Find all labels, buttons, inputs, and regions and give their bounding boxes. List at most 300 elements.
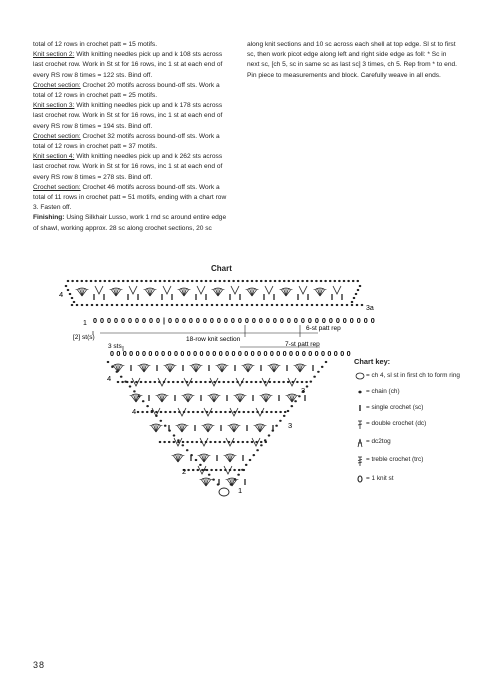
chain-stitch xyxy=(321,304,324,306)
chain-stitch xyxy=(284,411,287,413)
key-item-text: = double crochet (dc) xyxy=(366,420,427,427)
chain-stitch xyxy=(204,381,207,383)
chain-stitch xyxy=(351,304,354,306)
chain-stitch xyxy=(359,285,362,287)
chain-stitch xyxy=(136,304,139,306)
chain-stitch xyxy=(187,411,190,413)
section-heading: Knit section 2: xyxy=(33,51,75,59)
chain-stitch xyxy=(186,449,189,451)
chain-stitch xyxy=(107,361,110,363)
chain-stitch xyxy=(223,381,226,383)
dc2tog-stitch xyxy=(299,286,307,294)
chain-stitch xyxy=(313,376,316,378)
row-label: 1 xyxy=(83,320,87,327)
chain-stitch xyxy=(247,411,250,413)
paragraph-text: With knitting needles pick up and k 262 sts across last crochet row. Work in St st for 16 rows, inc 1 st at each end of every RS row 8 times = 278 sts. Bind off. xyxy=(33,153,223,181)
chain-stitch xyxy=(151,304,154,306)
chain-stitch xyxy=(195,381,198,383)
foundation-ring xyxy=(219,488,229,496)
chain-stitch xyxy=(164,425,167,427)
chain-stitch xyxy=(338,280,341,282)
chain-stitch xyxy=(133,390,136,392)
chain-stitch xyxy=(316,304,319,306)
chain-stitch xyxy=(301,304,304,306)
paragraph-text: With knitting needles pick up and k 178 sts across last crochet row. Work in St st for 16 rows, inc 1 st at each end of every RS row 8 times = 194 sts. Bind off. xyxy=(33,102,223,130)
chart-title: Chart xyxy=(211,264,232,273)
chain-stitch xyxy=(245,464,248,466)
chain-stitch xyxy=(357,289,360,291)
chain-stitch xyxy=(106,304,109,306)
chain-stitch xyxy=(325,361,328,363)
chain-stitch xyxy=(283,415,286,417)
chain-stitch xyxy=(187,469,190,471)
chart-key-title: Chart key: xyxy=(354,357,391,366)
chain-stitch xyxy=(113,280,116,282)
chain-stitch xyxy=(121,381,124,383)
chain-stitch xyxy=(226,304,229,306)
chain-stitch xyxy=(227,381,230,383)
chain-stitch xyxy=(256,304,259,306)
chain-stitch xyxy=(127,280,130,282)
chain-stitch xyxy=(201,304,204,306)
row-label: 3a xyxy=(366,305,374,312)
chain-stitch xyxy=(275,425,278,427)
chain-stitch xyxy=(116,371,119,373)
paragraph-text: Crochet 32 motifs across bound-off sts. Work a total of 12 rows in crochet patt = 37 motifs. xyxy=(33,132,220,151)
chain-stitch xyxy=(291,405,294,407)
chain-stitch xyxy=(268,434,271,436)
dc2tog-stitch xyxy=(333,286,341,294)
chain-stitch xyxy=(186,280,189,282)
chain-stitch xyxy=(131,381,134,383)
chain-stitch xyxy=(292,280,295,282)
key-item-ring xyxy=(354,372,474,383)
key-item-text: = treble crochet (trc) xyxy=(366,456,424,463)
chain-stitch xyxy=(161,304,164,306)
chain-stitch xyxy=(204,469,207,471)
row-label: 4 xyxy=(107,374,112,383)
chain-stitch xyxy=(266,304,269,306)
paragraph-text: Crochet 20 motifs across bound-off sts. Work a total of 12 rows in crochet patt = 25 motifs. xyxy=(33,81,220,100)
chain-stitch xyxy=(270,411,273,413)
chain-stitch xyxy=(76,280,79,282)
chain-stitch xyxy=(96,304,99,306)
chain-stitch xyxy=(137,411,140,413)
chain-stitch xyxy=(241,469,244,471)
chain-stitch xyxy=(223,280,226,282)
chain-stitch xyxy=(219,441,222,443)
chain-stitch xyxy=(246,280,249,282)
patt-rep-label: 6-st patt rep xyxy=(306,325,341,332)
chain-stitch xyxy=(260,444,263,446)
chain-stitch xyxy=(195,459,198,461)
chain-stitch xyxy=(120,376,123,378)
chain-stitch xyxy=(174,411,177,413)
chain-stitch xyxy=(218,381,221,383)
chain-stitch xyxy=(329,280,332,282)
chain-stitch xyxy=(238,469,241,471)
chain-stitch xyxy=(236,304,239,306)
chain-stitch xyxy=(192,469,195,471)
chain-stitch xyxy=(232,381,235,383)
chain-stitch xyxy=(260,280,263,282)
chain-stitch xyxy=(315,280,318,282)
section-heading: Crochet section: xyxy=(33,81,81,89)
chain-stitch xyxy=(164,411,167,413)
chain-stitch xyxy=(104,280,107,282)
chain-stitch xyxy=(168,441,171,443)
chain-stitch xyxy=(121,304,124,306)
chain-stitch xyxy=(231,304,234,306)
chain-stitch xyxy=(167,381,170,383)
chain-stitch xyxy=(215,469,218,471)
chain-stitch xyxy=(287,410,290,412)
paragraph-text: total of 12 rows in crochet patt = 15 motifs. xyxy=(33,41,158,48)
key-item-text: = ch 4, sl st in first ch to form ring xyxy=(366,372,460,379)
chain-stitch xyxy=(176,304,179,306)
chain-stitch xyxy=(151,410,154,412)
chain-stitch xyxy=(182,444,185,446)
stitch-count-label: [2] st(s) xyxy=(73,334,95,341)
chain-stitch xyxy=(138,395,141,397)
chain-stitch xyxy=(136,280,139,282)
chain-stitch xyxy=(220,411,223,413)
chain-stitch xyxy=(251,441,254,443)
chain-stitch xyxy=(272,430,275,432)
chain-stitch xyxy=(234,479,237,481)
key-item-sc xyxy=(354,404,474,415)
section-heading: Knit section 4: xyxy=(33,153,75,161)
chain-stitch xyxy=(156,304,159,306)
key-item-knit xyxy=(354,475,474,486)
chain-stitch xyxy=(173,280,176,282)
chain-stitch xyxy=(117,280,120,282)
chain-stitch xyxy=(355,293,358,295)
chain-stitch xyxy=(275,411,278,413)
key-item-text: = dc2tog xyxy=(366,438,391,445)
chain-stitch xyxy=(214,280,217,282)
chain-stitch xyxy=(324,280,327,282)
chain-stitch xyxy=(177,280,180,282)
chain-stitch xyxy=(246,304,249,306)
chain-stitch xyxy=(321,366,324,368)
chain-stitch xyxy=(196,280,199,282)
chain-stitch xyxy=(331,304,334,306)
chain-stitch xyxy=(237,474,240,476)
chain-stitch xyxy=(182,280,185,282)
chain-stitch xyxy=(159,280,162,282)
row-label: 3 xyxy=(288,421,293,430)
chain-stitch xyxy=(317,371,320,373)
chain-stitch xyxy=(86,304,89,306)
row-label: 4 xyxy=(59,290,64,299)
key-item-dc2tog xyxy=(354,438,474,451)
chain-stitch xyxy=(296,381,299,383)
row-label: 1 xyxy=(238,486,243,495)
chain-stitch xyxy=(108,280,111,282)
chain-stitch xyxy=(255,280,258,282)
single-crochet-icon xyxy=(354,404,366,415)
section-heading: Crochet section: xyxy=(33,183,81,191)
chain-stitch xyxy=(294,400,297,402)
chain-stitch xyxy=(191,304,194,306)
chain-stitch xyxy=(305,381,308,383)
chain-stitch xyxy=(256,449,259,451)
chain-stitch xyxy=(242,280,245,282)
key-item-text: = 1 knit st xyxy=(366,475,394,482)
chain-stitch xyxy=(278,381,281,383)
chain-stitch xyxy=(173,441,176,443)
chain-stitch xyxy=(241,304,244,306)
chain-stitch xyxy=(237,280,240,282)
chain-stitch xyxy=(301,381,304,383)
double-crochet-icon xyxy=(354,420,366,433)
chain-stitch xyxy=(201,411,204,413)
chain-stitch xyxy=(163,441,166,443)
chain-stitch xyxy=(169,411,172,413)
row-label: 2 xyxy=(182,467,187,476)
chain-stitch xyxy=(140,280,143,282)
chain-stitch xyxy=(273,381,276,383)
chain-stitch xyxy=(209,280,212,282)
chain-stitch xyxy=(310,381,313,383)
row-label: 4 xyxy=(132,407,137,416)
chain-stitch xyxy=(287,381,290,383)
chain-stitch xyxy=(356,304,359,306)
chain-stitch xyxy=(306,280,309,282)
chain-stitch xyxy=(205,280,208,282)
chain-stitch xyxy=(140,381,143,383)
chain-stitch xyxy=(90,280,93,282)
key-item-dc xyxy=(354,420,474,433)
chain-stitch xyxy=(200,381,203,383)
chain-stitch xyxy=(265,280,268,282)
chain-stitch xyxy=(101,304,104,306)
chain-stitch xyxy=(149,381,152,383)
stitch-count-label: 3 sts xyxy=(108,343,122,350)
knit-stitch-icon xyxy=(354,475,366,486)
chain-stitch xyxy=(71,304,74,306)
chain-stitch xyxy=(282,381,285,383)
chain-stitch xyxy=(343,280,346,282)
chain-stitch xyxy=(230,483,233,485)
key-item-chain xyxy=(354,388,474,399)
chain-stitch xyxy=(274,280,277,282)
chain-stitch xyxy=(288,280,291,282)
chain-stitch xyxy=(141,411,144,413)
chain-stitch xyxy=(163,280,166,282)
chain-stitch xyxy=(347,280,350,282)
chain-stitch xyxy=(233,469,236,471)
chain-stitch xyxy=(173,434,176,436)
chain-stitch xyxy=(209,441,212,443)
chain-stitch xyxy=(357,280,360,282)
chain-stitch xyxy=(208,474,211,476)
chain-stitch xyxy=(253,454,256,456)
chain-stitch xyxy=(186,441,189,443)
chain-stitch xyxy=(67,289,70,291)
chain-stitch xyxy=(160,411,163,413)
chain-stitch xyxy=(298,395,301,397)
chain-stitch xyxy=(94,280,97,282)
chain-stitch xyxy=(212,479,215,481)
chain-stitch xyxy=(116,304,119,306)
chain-stitch xyxy=(200,280,203,282)
chain-stitch xyxy=(228,280,231,282)
chain-stitch xyxy=(210,469,213,471)
chain-stitch xyxy=(146,411,149,413)
chain-stitch xyxy=(259,381,262,383)
chain-stitch xyxy=(73,301,76,303)
chain-stitch xyxy=(224,411,227,413)
chain-stitch xyxy=(291,304,294,306)
chain-stitch xyxy=(269,381,272,383)
chain-stitch xyxy=(217,483,220,485)
chain-stitch xyxy=(191,441,194,443)
chain-stitch xyxy=(246,441,249,443)
chain-stitch xyxy=(99,280,102,282)
chain-stitch xyxy=(238,411,241,413)
dc2tog-icon xyxy=(354,438,366,451)
chain-stitch xyxy=(352,280,355,282)
patt-rep-label: 7-st patt rep xyxy=(285,341,320,348)
chain-stitch xyxy=(281,304,284,306)
chain-icon xyxy=(354,388,366,399)
section-heading: Finishing: xyxy=(33,214,65,222)
key-item-text: = chain (ch) xyxy=(366,388,400,395)
chain-stitch xyxy=(146,304,149,306)
chain-stitch xyxy=(249,459,252,461)
chain-stitch xyxy=(159,441,162,443)
chain-stitch xyxy=(168,280,171,282)
knit-section-label: 18-row knit section xyxy=(186,336,241,343)
chain-stitch xyxy=(131,280,134,282)
chart-top-section xyxy=(65,280,364,306)
chain-stitch xyxy=(85,280,88,282)
paragraph-text: With knitting needles pick up and k 108 sts across last crochet row. Work in St st for 16 rows, inc 1 st at each end of every RS row 8 times = 122 sts. Bind off. xyxy=(33,51,223,79)
chain-stitch xyxy=(223,441,226,443)
chain-stitch xyxy=(311,304,314,306)
chain-stitch xyxy=(341,304,344,306)
chain-stitch xyxy=(252,411,255,413)
chain-stitch xyxy=(141,304,144,306)
chain-stitch xyxy=(111,366,114,368)
chain-stitch xyxy=(266,411,269,413)
key-item-text: = single crochet (sc) xyxy=(366,404,424,411)
page-number: 38 xyxy=(33,660,46,670)
chain-stitch xyxy=(237,441,240,443)
chain-stitch xyxy=(199,464,202,466)
chain-stitch xyxy=(126,304,129,306)
chain-stitch xyxy=(190,454,193,456)
chain-stitch xyxy=(301,280,304,282)
chain-stitch xyxy=(124,381,127,383)
chain-stitch xyxy=(146,405,149,407)
chain-stitch xyxy=(211,304,214,306)
chain-stitch xyxy=(246,381,249,383)
chain-stitch xyxy=(243,411,246,413)
chain-stitch xyxy=(154,280,157,282)
chain-stitch xyxy=(283,280,286,282)
chain-stitch xyxy=(251,280,254,282)
chain-stitch xyxy=(336,304,339,306)
chain-stitch xyxy=(131,304,134,306)
chain-stitch xyxy=(334,280,337,282)
chain-stitch xyxy=(67,280,70,282)
chain-stitch xyxy=(197,411,200,413)
chain-stitch xyxy=(81,304,84,306)
chain-stitch xyxy=(219,280,222,282)
section-heading: Knit section 3: xyxy=(33,102,75,110)
dc2tog-stitch xyxy=(95,286,103,294)
chain-stitch xyxy=(144,381,147,383)
chain-stitch xyxy=(76,304,79,306)
chain-stitch xyxy=(311,280,314,282)
chain-stitch xyxy=(286,304,289,306)
chain-stitch xyxy=(306,304,309,306)
chain-stitch xyxy=(296,304,299,306)
chain-stitch xyxy=(196,441,199,443)
chart-bottom-section xyxy=(107,361,328,486)
chain-stitch xyxy=(154,381,157,383)
knit-row-bottom: 0 0 0 0 0 0 0 0 0 0 0 0 0 0 0 0 0 0 0 0 0 0 0 0 0 0 0 0 0 0 0 0 0 0 0 0 0 0 xyxy=(110,349,351,358)
chain-stitch xyxy=(117,381,120,383)
chain-stitch xyxy=(69,293,72,295)
chain-stitch xyxy=(320,280,323,282)
chain-stitch xyxy=(122,280,125,282)
chain-stitch xyxy=(145,280,148,282)
dc2tog-stitch xyxy=(265,286,273,294)
chain-stitch xyxy=(221,304,224,306)
section-heading: Crochet section: xyxy=(33,132,81,140)
dc2tog-stitch xyxy=(163,286,171,294)
chain-stitch xyxy=(177,439,180,441)
chain-stitch xyxy=(361,304,364,306)
chain-stitch xyxy=(160,420,163,422)
treble-crochet-icon xyxy=(354,456,366,470)
chain-stitch xyxy=(279,420,282,422)
chain-stitch xyxy=(353,297,356,299)
chain-stitch xyxy=(250,381,253,383)
chain-stitch xyxy=(150,280,153,282)
paragraph-text: along knit sections and 10 sc across each shell at top edge. Sl st to first sc, then work picot edge along left and right side edge as foll: * Sc in next sc, [ch 5, sc in same sc as last sc] 3 times, ch 5. Rep from * to end. Pin piece to measurements and block. Carefully weave in all ends. xyxy=(247,41,457,79)
chain-stitch xyxy=(264,439,267,441)
chain-stitch xyxy=(196,304,199,306)
chain-stitch xyxy=(186,304,189,306)
chain-stitch xyxy=(172,381,175,383)
chain-stitch xyxy=(166,304,169,306)
chain-stitch xyxy=(181,381,184,383)
paragraph-text: Using Silkhair Lusso, work 1 rnd sc around entire edge of shawl, working approx. 28 sc along crochet sections, 20 sc xyxy=(33,214,227,232)
chain-stitch xyxy=(129,385,132,387)
row-label: 3 xyxy=(301,386,306,395)
paragraph-text: Crochet 46 motifs across bound-off sts. Work a total of 11 rows in crochet patt = 51 motifs, ending with a chart row 3. Fasten off. xyxy=(33,183,227,212)
ring-icon xyxy=(354,372,366,383)
chain-stitch xyxy=(276,304,279,306)
chain-stitch xyxy=(229,411,232,413)
chain-stitch xyxy=(209,381,212,383)
chain-stitch xyxy=(142,400,145,402)
chain-stitch xyxy=(255,381,258,383)
dc2tog-stitch xyxy=(129,286,137,294)
chain-stitch xyxy=(197,469,200,471)
chain-stitch xyxy=(177,381,180,383)
chain-stitch xyxy=(232,280,235,282)
chain-stitch xyxy=(155,415,158,417)
chain-stitch xyxy=(182,441,185,443)
chain-stitch xyxy=(278,280,281,282)
chain-stitch xyxy=(111,304,114,306)
